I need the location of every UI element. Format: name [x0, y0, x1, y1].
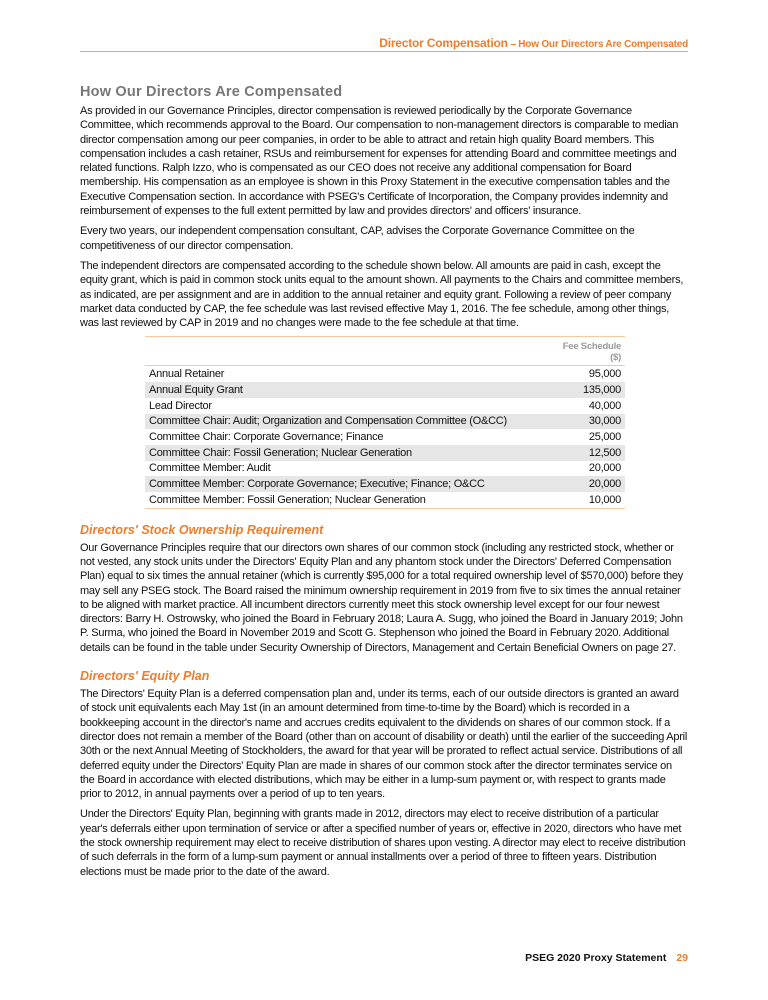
header-section: Director Compensation [379, 36, 508, 50]
fee-label: Annual Retainer [149, 368, 225, 381]
fee-value: 135,000 [551, 382, 625, 398]
table-row [145, 476, 625, 492]
fee-value: 25,000 [588, 431, 621, 444]
fee-value: 12,500 [551, 445, 625, 461]
table-row [145, 445, 625, 461]
fee-label: Committee Member: Audit [149, 462, 271, 475]
fee-label: Committee Chair: Corporate Governance; Finance [149, 431, 384, 444]
fee-value: 95,000 [588, 368, 621, 381]
table-row [145, 429, 625, 445]
fee-label: Annual Equity Grant [145, 382, 551, 398]
page-title: How Our Directors Are Compensated [80, 84, 343, 100]
fee-label: Committee Member: Corporate Governance; Executive; Finance; O&CC [145, 476, 551, 492]
section-heading-stock-ownership: Directors' Stock Ownership Requirement [80, 522, 324, 537]
equity-plan-paragraph: Under the Directors' Equity Plan, beginning with grants made in 2012, directors may elect to receive distribution of a particular year's deferrals either upon termination of service or after a specified number of years or, effective in 2020, directors who have met the stock ownership requirement may elect to receive distribution of shares upon vesting. A director may elect to receive distribution of such deferrals in the form of a lump-sum payment or annual installments over a period of three to fifteen years. Distribution elections must be made prior to the date of the award. [80, 808, 686, 878]
main-content [80, 84, 688, 885]
running-header [379, 36, 688, 50]
header-unit: ($) [610, 352, 621, 364]
header-separator: – [507, 39, 519, 50]
table-row [145, 414, 625, 430]
fee-value: 10,000 [588, 493, 621, 506]
fee-value: 20,000 [588, 462, 621, 475]
fee-label: Committee Member: Fossil Generation; Nuclear Generation [149, 493, 426, 506]
fee-value: 30,000 [551, 414, 625, 430]
page-footer [525, 952, 688, 964]
header-subsection: How Our Directors Are Compensated [518, 39, 688, 50]
table-row [145, 461, 625, 477]
stock-ownership-paragraph: Our Governance Principles require that our directors own shares of our common stock (including any restricted stock, whether or not vested, any stock units under the Directors' Equity Plan and any phantom stock under the Directors' Deferred Compensation Plan) equal to six times the annual retainer (which is currently $95,000 for a total required ownership level of $570,000) before they may sell any PSEG stock. The Board raised the minimum ownership requirement in 2019 from five to six times the annual retainer to be aligned with market practice. All incumbent directors currently meet this stock ownership level except for our four newest directors: Barry H. Ostrowsky, who joined the Board in February 2018; Laura A. Sugg, who joined the Board in January 2019; John P. Surma, who joined the Board in November 2019 and Scott G. Stephenson who joined the Board in February 2020. Additional details can be found in the table under Security Ownership of Directors, Management and Certain Beneficial Owners on page 27. [80, 541, 684, 654]
page-number: 29 [676, 952, 688, 964]
intro-paragraph: The independent directors are compensated according to the schedule shown below. All amounts are paid in cash, except the equity grant, which is paid in common stock units equal to the amount shown. All payments to the Chairs and committee members, as indicated, are per assignment and are in addition to the annual retainer and equity grant. Following a review of peer company market data conducted by CAP, the fee schedule was last revised effective May 1, 2016. The fee schedule, among other things, was last reviewed by CAP in 2019 and no changes were made to the fee schedule at that time. [80, 259, 684, 330]
intro-paragraph: As provided in our Governance Principles, director compensation is reviewed periodically by the Corporate Governance Committee, which recommends approval to the Board. Our compensation to non-management directors is comparable to median director compensation among our peer companies, in order to be able to attract and retain high quality Board members. This compensation includes a cash retainer, RSUs and reimbursement for expenses for attending Board and committee meetings and related functions. Ralph Izzo, who is compensated as our CEO does not receive any additional compensation for Board membership. His compensation as an employee is shown in this Proxy Statement in the executive compensation tables and the Executive Compensation section. In accordance with PSEG's Certificate of Incorporation, the Company provides indemnity and reimbursement of expenses to the full extent permitted by law and provides directors' and officers' insurance. [80, 105, 679, 218]
table-row [145, 492, 625, 508]
fee-value: 20,000 [551, 476, 625, 492]
table-row [145, 366, 625, 382]
header-rule [80, 51, 688, 52]
table-row [145, 382, 625, 398]
fee-value: 40,000 [588, 399, 621, 412]
fee-label: Lead Director [149, 399, 212, 412]
fee-label: Committee Chair: Fossil Generation; Nuclear Generation [145, 445, 551, 461]
fee-schedule-table [145, 336, 625, 508]
fee-label: Committee Chair: Audit; Organization and Compensation Committee (O&CC) [145, 414, 551, 430]
table-row [145, 398, 625, 414]
section-heading-equity-plan: Directors' Equity Plan [80, 669, 210, 684]
equity-plan-paragraph: The Directors' Equity Plan is a deferred compensation plan and, under its terms, each of our outside directors is granted an award of stock unit equivalents each May 1st (in an amount determined from time-to-time by the Board) which is recorded in a bookkeeping account in the director's name and accrues credits equivalent to the dividends on shares of our common stock. If a director does not remain a member of the Board (other than on account of disability or death) until the earlier of the succeeding April 30th or the next Annual Meeting of Stockholders, the award for that year will be prorated to reflect actual service. Distributions of all deferred equity under the Directors' Equity Plan are made in shares of our common stock after the director terminates service on the Board in accordance with elected distributions, which may be either in a lump-sum payment or, with respect to grants made prior to 2012, in annual payments over a period of up to ten years. [80, 688, 688, 801]
header-line: Fee Schedule [562, 341, 621, 353]
fee-schedule-header [551, 337, 625, 366]
footer-publication: PSEG 2020 Proxy Statement [525, 952, 667, 964]
intro-paragraph: Every two years, our independent compensation consultant, CAP, advises the Corporate Governance Committee on the competitiveness of our director compensation. [80, 225, 635, 252]
